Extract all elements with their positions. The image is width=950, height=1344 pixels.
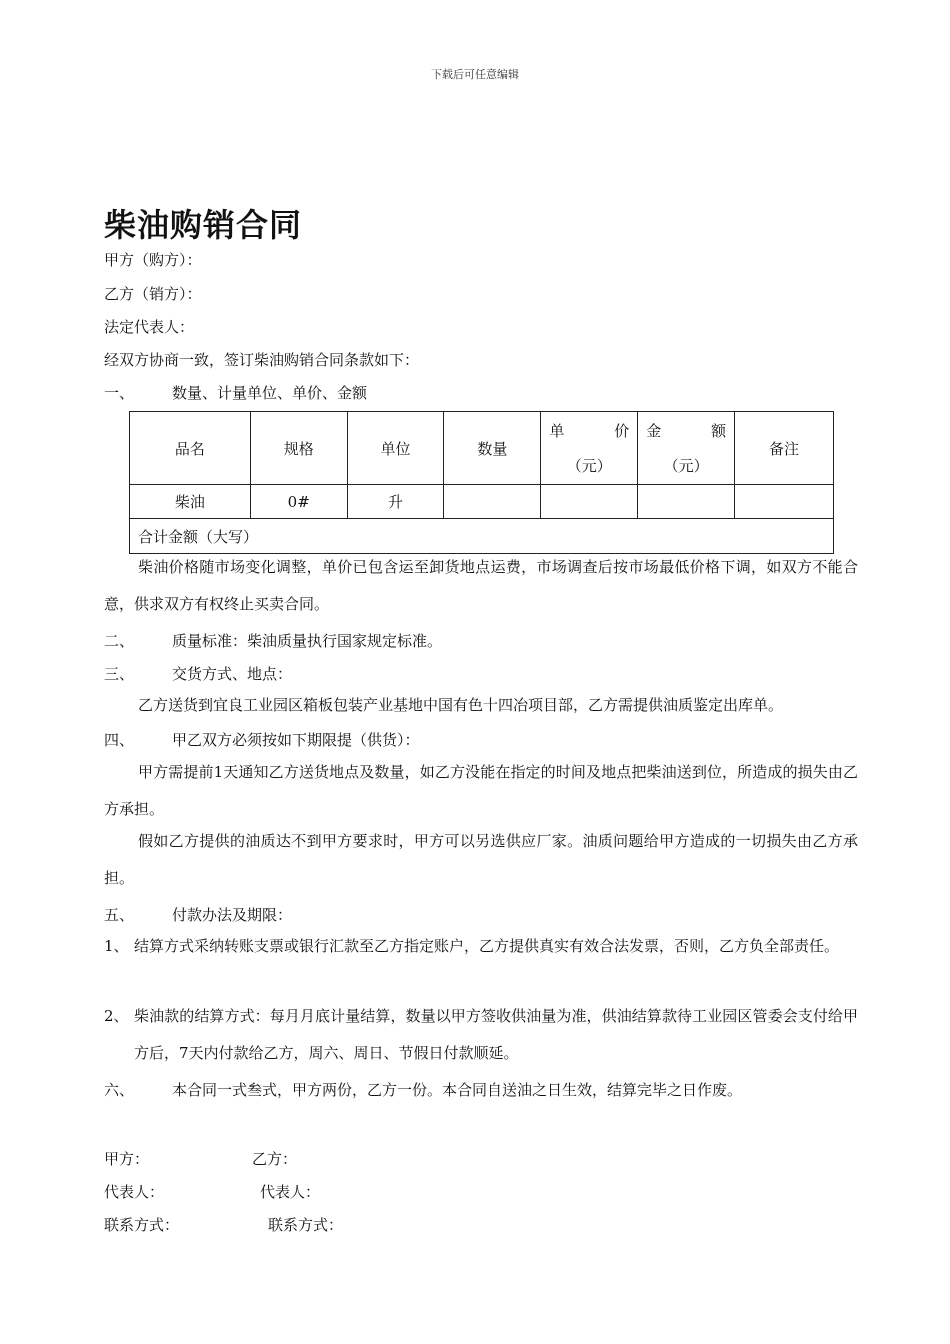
header-amount-b: 额	[711, 422, 727, 440]
section-2	[104, 630, 442, 651]
cell-price	[541, 485, 638, 519]
header-note: 下载后可任意编辑	[431, 68, 519, 81]
quality-fail-paragraph: 假如乙方提供的油质达不到甲方要求时，甲方可以另选供应厂家。油质问题给甲方造成的一切损失由乙方承担。	[104, 832, 858, 887]
section-4	[104, 729, 420, 750]
legal-rep-line: 法定代表人：	[104, 318, 195, 336]
section-4-text: 甲乙双方必须按如下期限提（供货）：	[172, 731, 420, 749]
signature-contact-b: 联系方式：	[268, 1216, 344, 1234]
price-note-paragraph: 柴油价格随市场变化调整，单价已包含运至卸货地点运费，市场调查后按市场最低价格下调，如双方不能合意，供求双方有权终止买卖合同。	[104, 558, 858, 613]
header-price	[541, 412, 638, 485]
cell-amount	[638, 485, 735, 519]
signature-rep-b: 代表人：	[260, 1183, 321, 1201]
document-title: 柴油购销合同	[104, 206, 303, 244]
header-price-a: 单	[549, 422, 565, 440]
payment-item-2-number: 2、	[104, 1007, 129, 1025]
section-1	[104, 382, 367, 403]
table-header-row	[130, 412, 834, 485]
header-spec: 规格	[250, 412, 347, 485]
cell-name: 柴油	[130, 485, 251, 519]
section-3-text: 交货方式、地点：	[172, 665, 293, 683]
payment-item-2	[104, 998, 858, 1072]
header-name: 品名	[130, 412, 251, 485]
payment-item-1-text: 结算方式采纳转账支票或银行汇款至乙方指定账户，乙方提供真实有效合法发票，否则，乙方负全部责任。	[134, 937, 840, 955]
header-amount-a: 金	[646, 422, 662, 440]
section-1-text: 数量、计量单位、单价、金额	[172, 384, 368, 402]
signature-rep-a: 代表人：	[104, 1183, 165, 1201]
header-qty: 数量	[444, 412, 541, 485]
section-5-text: 付款办法及期限：	[172, 906, 293, 924]
section-3-number: 三、	[104, 665, 135, 683]
notice-paragraph: 甲方需提前1天通知乙方送货地点及数量，如乙方没能在指定的时间及地点把柴油送到位，所造成的损失由乙方承担。	[104, 763, 858, 818]
total-amount-label: 合计金额（大写）	[130, 519, 834, 554]
header-price-b: 价	[614, 422, 630, 440]
payment-item-2-text: 柴油款的结算方式：每月月底计量结算，数量以甲方签收供油量为准，供油结算款待工业园区管委会支付给甲方后，7天内付款给乙方，周六、周日、节假日付款顺延。	[134, 1007, 858, 1062]
cell-remark	[735, 485, 834, 519]
cell-spec: 0#	[250, 485, 347, 519]
cell-qty	[444, 485, 541, 519]
party-b-line: 乙方（销方）：	[104, 285, 202, 303]
section-5	[104, 904, 292, 925]
section-6	[104, 1079, 742, 1100]
intro-line: 经双方协商一致，签订柴油购销合同条款如下：	[104, 351, 420, 369]
section-6-text: 本合同一式叁式，甲方两份，乙方一份。本合同自送油之日生效，结算完毕之日作废。	[172, 1081, 743, 1099]
table-row	[130, 485, 834, 519]
header-amount	[638, 412, 735, 485]
section-2-number: 二、	[104, 632, 135, 650]
payment-item-1-number: 1、	[104, 937, 129, 955]
section-4-number: 四、	[104, 731, 135, 749]
signature-contact-a: 联系方式：	[104, 1216, 180, 1234]
section-3	[104, 663, 292, 684]
signature-party-a: 甲方：	[104, 1150, 150, 1168]
header-unit: 单位	[347, 412, 444, 485]
header-amount-unit: （元）	[663, 457, 709, 475]
section-5-number: 五、	[104, 906, 135, 924]
party-a-line: 甲方（购方）：	[104, 251, 202, 269]
section-2-text: 质量标准：柴油质量执行国家规定标准。	[172, 632, 443, 650]
header-price-unit: （元）	[566, 457, 612, 475]
header-remark: 备注	[735, 412, 834, 485]
signature-party-b: 乙方：	[252, 1150, 298, 1168]
section-6-number: 六、	[104, 1081, 135, 1099]
payment-item-1	[104, 928, 858, 965]
cell-unit: 升	[347, 485, 444, 519]
delivery-paragraph: 乙方送货到宜良工业园区箱板包装产业基地中国有色十四冶项目部，乙方需提供油质鉴定出库单。	[138, 696, 784, 714]
section-1-number: 一、	[104, 384, 135, 402]
goods-table	[129, 411, 834, 554]
